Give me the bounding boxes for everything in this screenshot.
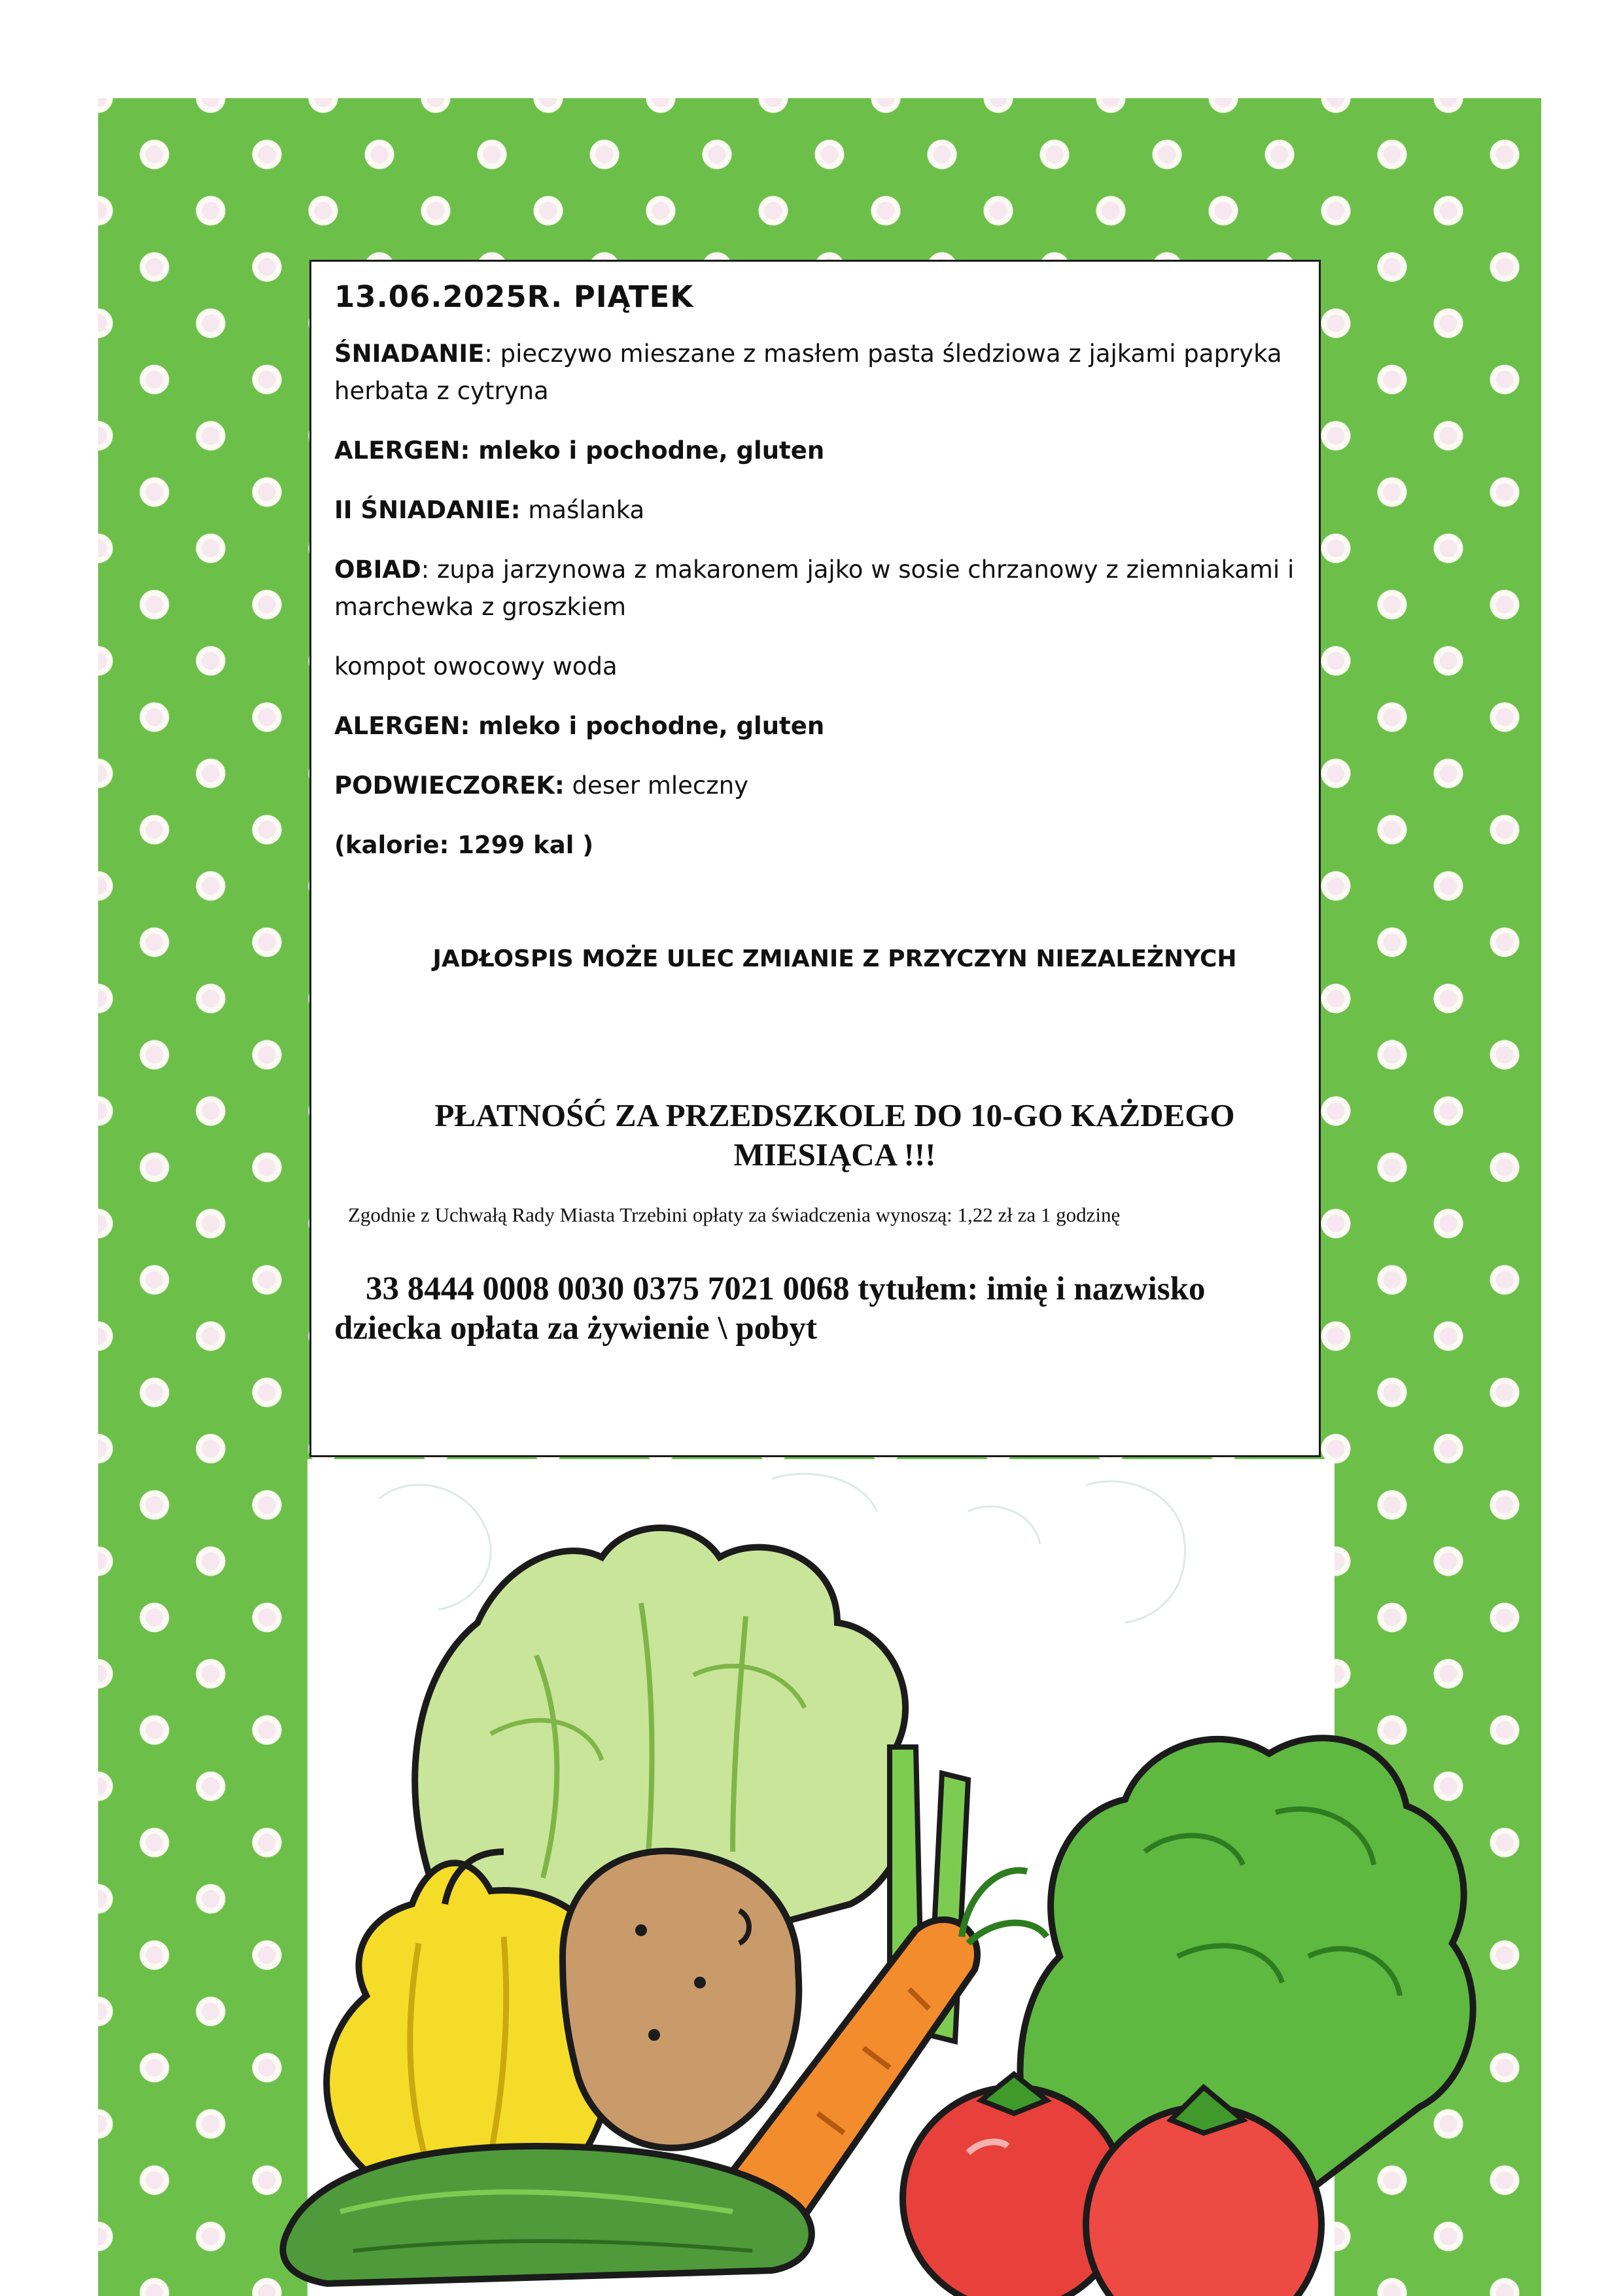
calories-line (334, 826, 1296, 864)
fees-info: Zgodnie z Uchwałą Rady Miasta Trzebini opłaty za świadczenia wynoszą: 1,22 zł za 1 godzinę (348, 1203, 1121, 1226)
snack-text: deser mleczny (564, 771, 749, 800)
second-breakfast-text: maślanka (520, 496, 645, 524)
lunch-text: : zupa jarzynowa z makaronem jajko w sosie chrzanowy z ziemniakami i marchewka z groszkiem (334, 556, 1295, 621)
account-line-1: 33 8444 0008 0030 0375 7021 0068 tytułem: imię i nazwisko (366, 1271, 1206, 1307)
allergen-text-1: ALERGEN: mleko i pochodne, gluten (334, 436, 825, 465)
breakfast-text: : pieczywo mieszane z masłem pasta śledziowa z jajkami papryka herbata z cytryna (334, 340, 1282, 405)
lunch-line (334, 551, 1296, 626)
breakfast-label: ŚNIADANIE (334, 340, 485, 368)
vegetables-illustration (196, 1459, 1570, 2296)
account-line-2: dziecka opłata za żywienie \ pobyt (334, 1310, 818, 1347)
calories-text: (kalorie: 1299 kal ) (334, 831, 594, 859)
allergen-line-1 (334, 432, 1296, 469)
drink-line: kompot owocowy woda (334, 652, 618, 680)
bank-account-info (334, 1269, 1296, 1348)
payment-line-2: MIESIĄCA !!! (733, 1137, 936, 1173)
second-breakfast-label: II ŚNIADANIE: (334, 496, 521, 524)
menu-date: 13.06.2025R. PIĄTEK (334, 279, 694, 314)
menu-box (309, 260, 1321, 1457)
snack-line (334, 767, 1296, 804)
snack-label: PODWIECZOREK: (334, 771, 565, 800)
lunch-label: OBIAD (334, 556, 421, 584)
allergen-text-2: ALERGEN: mleko i pochodne, gluten (334, 712, 825, 740)
payment-deadline (311, 1096, 1319, 1174)
menu-content (334, 278, 1296, 886)
potato-icon (563, 1851, 799, 2148)
payment-line-1: PŁATNOŚĆ ZA PRZEDSZKOLE DO 10-GO KAŻDEGO (434, 1097, 1235, 1133)
menu-change-notice: JADŁOSPIS MOŻE ULEC ZMIANIE Z PRZYCZYN NIEZALEŻNYCH (432, 945, 1237, 972)
second-breakfast-line (334, 491, 1296, 529)
breakfast-line (334, 335, 1296, 410)
allergen-line-2 (334, 707, 1296, 745)
